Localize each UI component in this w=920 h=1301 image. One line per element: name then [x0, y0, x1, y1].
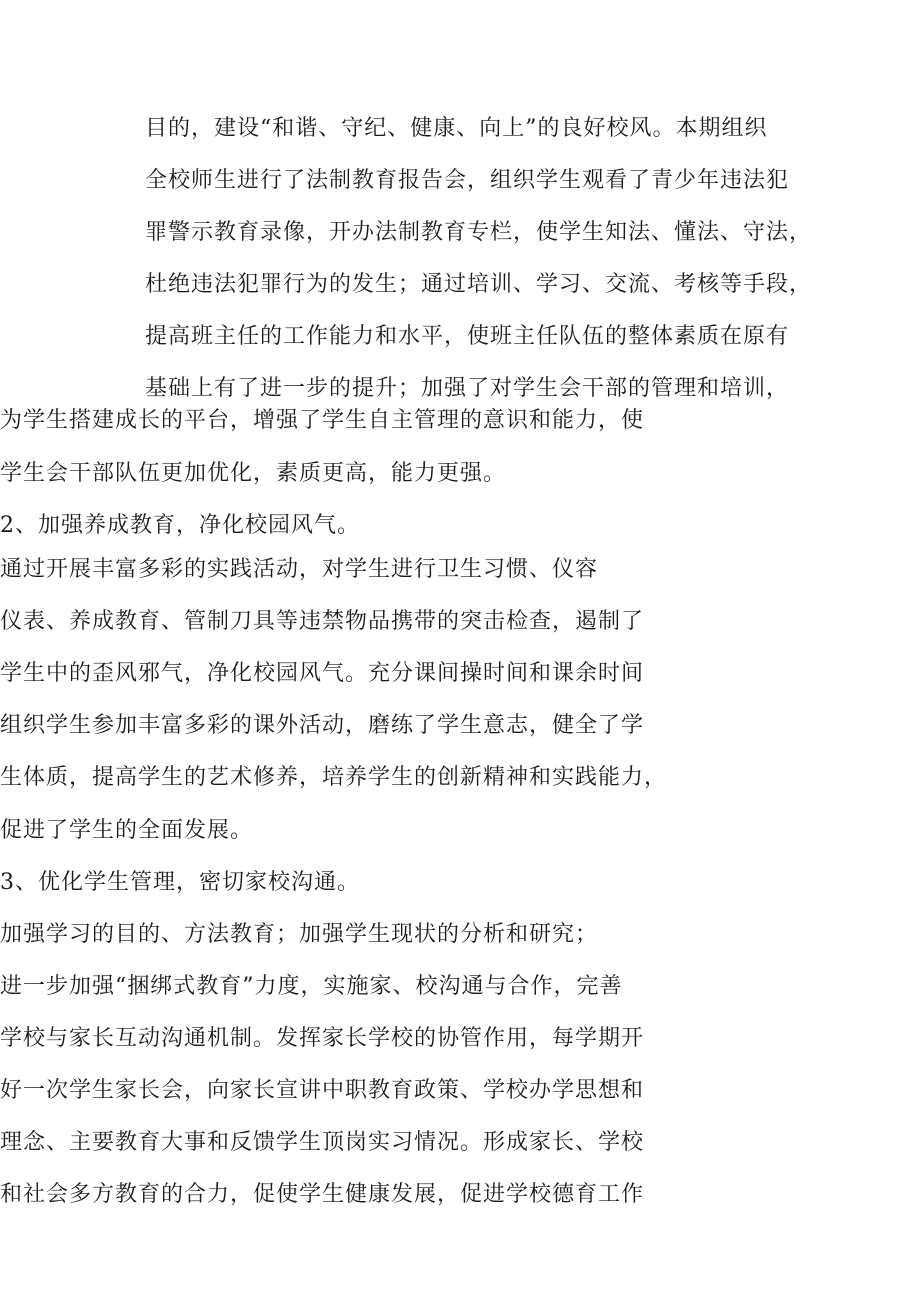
text-line: 基础上有了进一步的提升；加强了对学生会干部的管理和培训， [145, 376, 790, 401]
text-line: 全校师生进行了法制教育报告会，组织学生观看了青少年违法犯 [145, 168, 790, 193]
section-heading: 2、加强养成教育，净化校园风气。 [0, 513, 360, 538]
text-line: 通过开展丰富多彩的实践活动，对学生进行卫生习惯、仪容 [0, 557, 599, 582]
text-line: 杜绝违法犯罪行为的发生；通过培训、学习、交流、考核等手段， [145, 272, 813, 297]
text-line: 理念、主要教育大事和反馈学生顶岗实习情况。形成家长、学校 [0, 1130, 645, 1155]
text-line: 加强学习的目的、方法教育；加强学生现状的分析和研究； [0, 922, 599, 947]
text-line: 学生中的歪风邪气，净化校园风气。充分课间操时间和课余时间 [0, 661, 645, 686]
text-line: 为学生搭建成长的平台，增强了学生自主管理的意识和能力，使 [0, 408, 645, 433]
text-line: 提高班主任的工作能力和水平，使班主任队伍的整体素质在原有 [145, 324, 790, 349]
text-line: 仪表、养成教育、管制刀具等违禁物品携带的突击检查，遏制了 [0, 609, 645, 634]
text-line: 学校与家长互动沟通机制。发挥家长学校的协管作用，每学期开 [0, 1026, 645, 1051]
text-line: 罪警示教育录像，开办法制教育专栏，使学生知法、懂法、守法， [145, 220, 813, 245]
text-line: 进一步加强“捆绑式教育”力度，实施家、校沟通与合作，完善 [0, 974, 623, 999]
text-line: 学生会干部队伍更加优化，素质更高，能力更强。 [0, 461, 507, 486]
text-line: 生体质，提高学生的艺术修养，培养学生的创新精神和实践能力， [0, 765, 668, 790]
section-heading: 3、优化学生管理，密切家校沟通。 [0, 870, 360, 895]
text-line: 促进了学生的全面发展。 [0, 818, 254, 843]
text-line: 好一次学生家长会，向家长宣讲中职教育政策、学校办学思想和 [0, 1078, 645, 1103]
text-line: 目的，建设“和谐、守纪、健康、向上”的良好校风。本期组织 [145, 116, 768, 141]
text-line: 和社会多方教育的合力，促使学生健康发展，促进学校德育工作 [0, 1182, 645, 1207]
text-line: 组织学生参加丰富多彩的课外活动，磨练了学生意志，健全了学 [0, 713, 645, 738]
